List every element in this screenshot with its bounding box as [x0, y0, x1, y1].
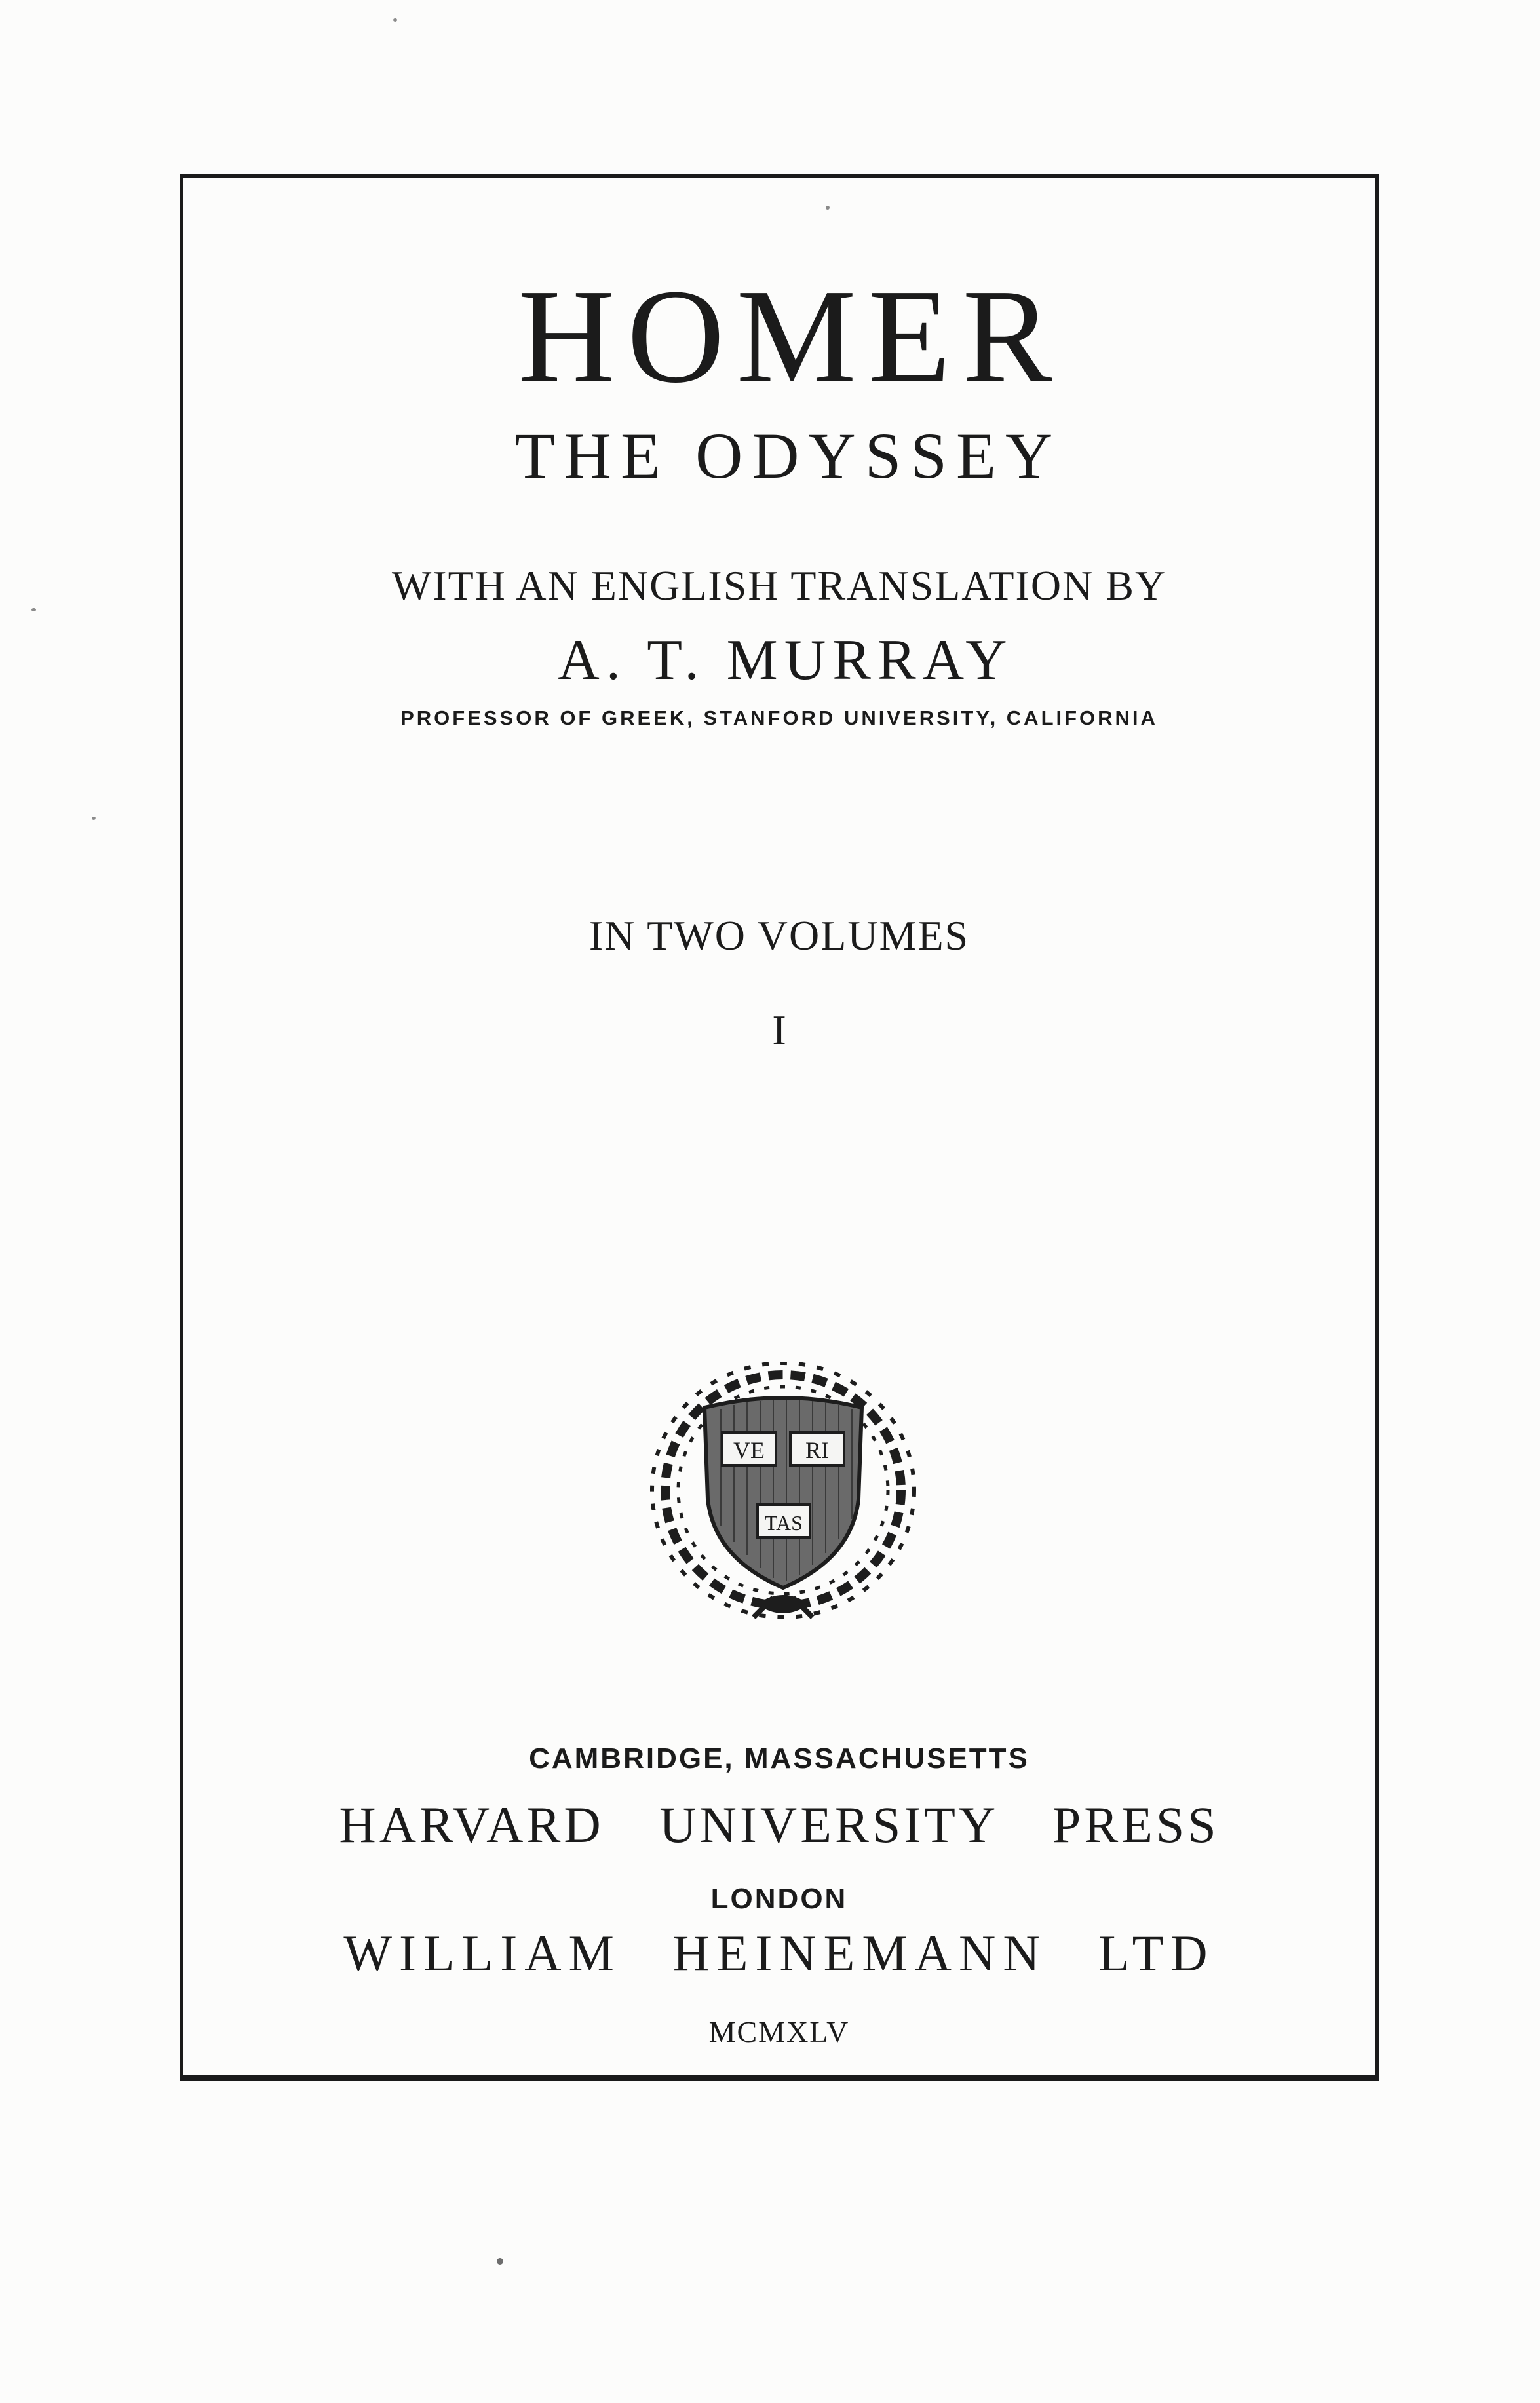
publication-year: MCMXLV	[708, 2015, 850, 2048]
work-title: THE ODYSSEY	[514, 419, 1062, 492]
author-name: HOMER	[518, 261, 1064, 411]
translation-credit: WITH AN ENGLISH TRANSLATION BY	[391, 562, 1167, 609]
scan-speck	[393, 18, 397, 22]
publisher-location-2: LONDON	[710, 1883, 848, 1915]
publisher-location-1: CAMBRIDGE, MASSACHUSETTS	[529, 1742, 1030, 1775]
crest-motto-ve: VE	[733, 1437, 765, 1463]
scan-speck	[31, 608, 36, 611]
volume-number: I	[772, 1007, 786, 1053]
publisher-name-1: HARVARD UNIVERSITY PRESS	[339, 1796, 1220, 1853]
volumes-note: IN TWO VOLUMES	[588, 912, 970, 959]
scan-speck	[497, 2258, 503, 2265]
harvard-veritas-crest-icon	[642, 1362, 924, 1624]
title-page-frame	[180, 174, 1379, 2081]
translator-affiliation: PROFESSOR OF GREEK, STANFORD UNIVERSITY, CALIFORNIA	[400, 706, 1158, 729]
scan-speck	[92, 817, 96, 820]
translator-name: A. T. MURRAY	[558, 628, 1014, 692]
publisher-name-2: WILLIAM HEINEMANN LTD	[343, 1925, 1215, 1982]
crest-motto-tas: TAS	[765, 1511, 803, 1535]
crest-motto-ri: RI	[805, 1437, 829, 1463]
